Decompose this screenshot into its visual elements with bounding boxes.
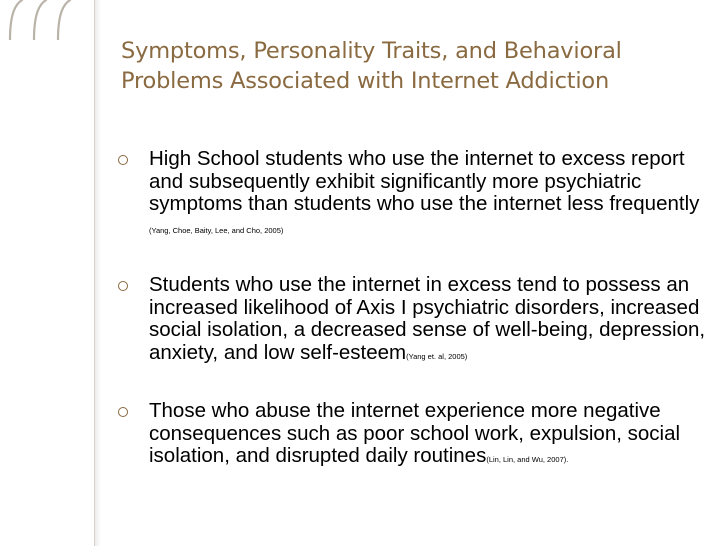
spiral-ring-icon xyxy=(34,0,46,40)
bullet-list xyxy=(118,148,718,504)
slide-title-line: Problems Associated with Internet Addiction xyxy=(121,68,610,94)
spiral-ring-icon xyxy=(58,0,70,40)
bullet-item xyxy=(118,400,718,468)
bullet-item xyxy=(118,148,718,238)
citation: (Yang, Choe, Baity, Lee, and Cho, 2005) xyxy=(149,225,284,235)
bullet-body: Those who abuse the internet experience more negative consequences such as poor school work, expulsion, social isolation, and disrupted daily routines xyxy=(149,399,681,467)
bullet-text xyxy=(149,274,718,364)
citation: (Yang et. al, 2005) xyxy=(406,351,468,361)
hollow-circle-icon xyxy=(118,407,128,417)
spiral-ring-icon xyxy=(10,0,22,40)
spiral-binding xyxy=(0,0,95,40)
bullet-body: High School students who use the internet to excess report and subsequently exhibit significantly more psychiatric symptoms than students who use the internet less frequently xyxy=(149,147,700,215)
citation: (Lin, Lin, and Wu, 2007). xyxy=(486,455,569,464)
bullet-item xyxy=(118,274,718,364)
bullet-text xyxy=(149,400,718,468)
slide-title-line: Symptoms, Personality Traits, and Behavioral xyxy=(121,38,622,64)
page-shadow xyxy=(95,0,101,546)
hollow-circle-icon xyxy=(118,155,128,165)
bullet-body: Students who use the internet in excess tend to possess an increased likelihood of Axis I psychiatric disorders, increased social isolation, a decreased sense of well-being, depression, anxiety, and low self-esteem xyxy=(149,273,706,364)
slide-title xyxy=(121,36,701,96)
bullet-text xyxy=(149,148,718,238)
hollow-circle-icon xyxy=(118,281,128,291)
